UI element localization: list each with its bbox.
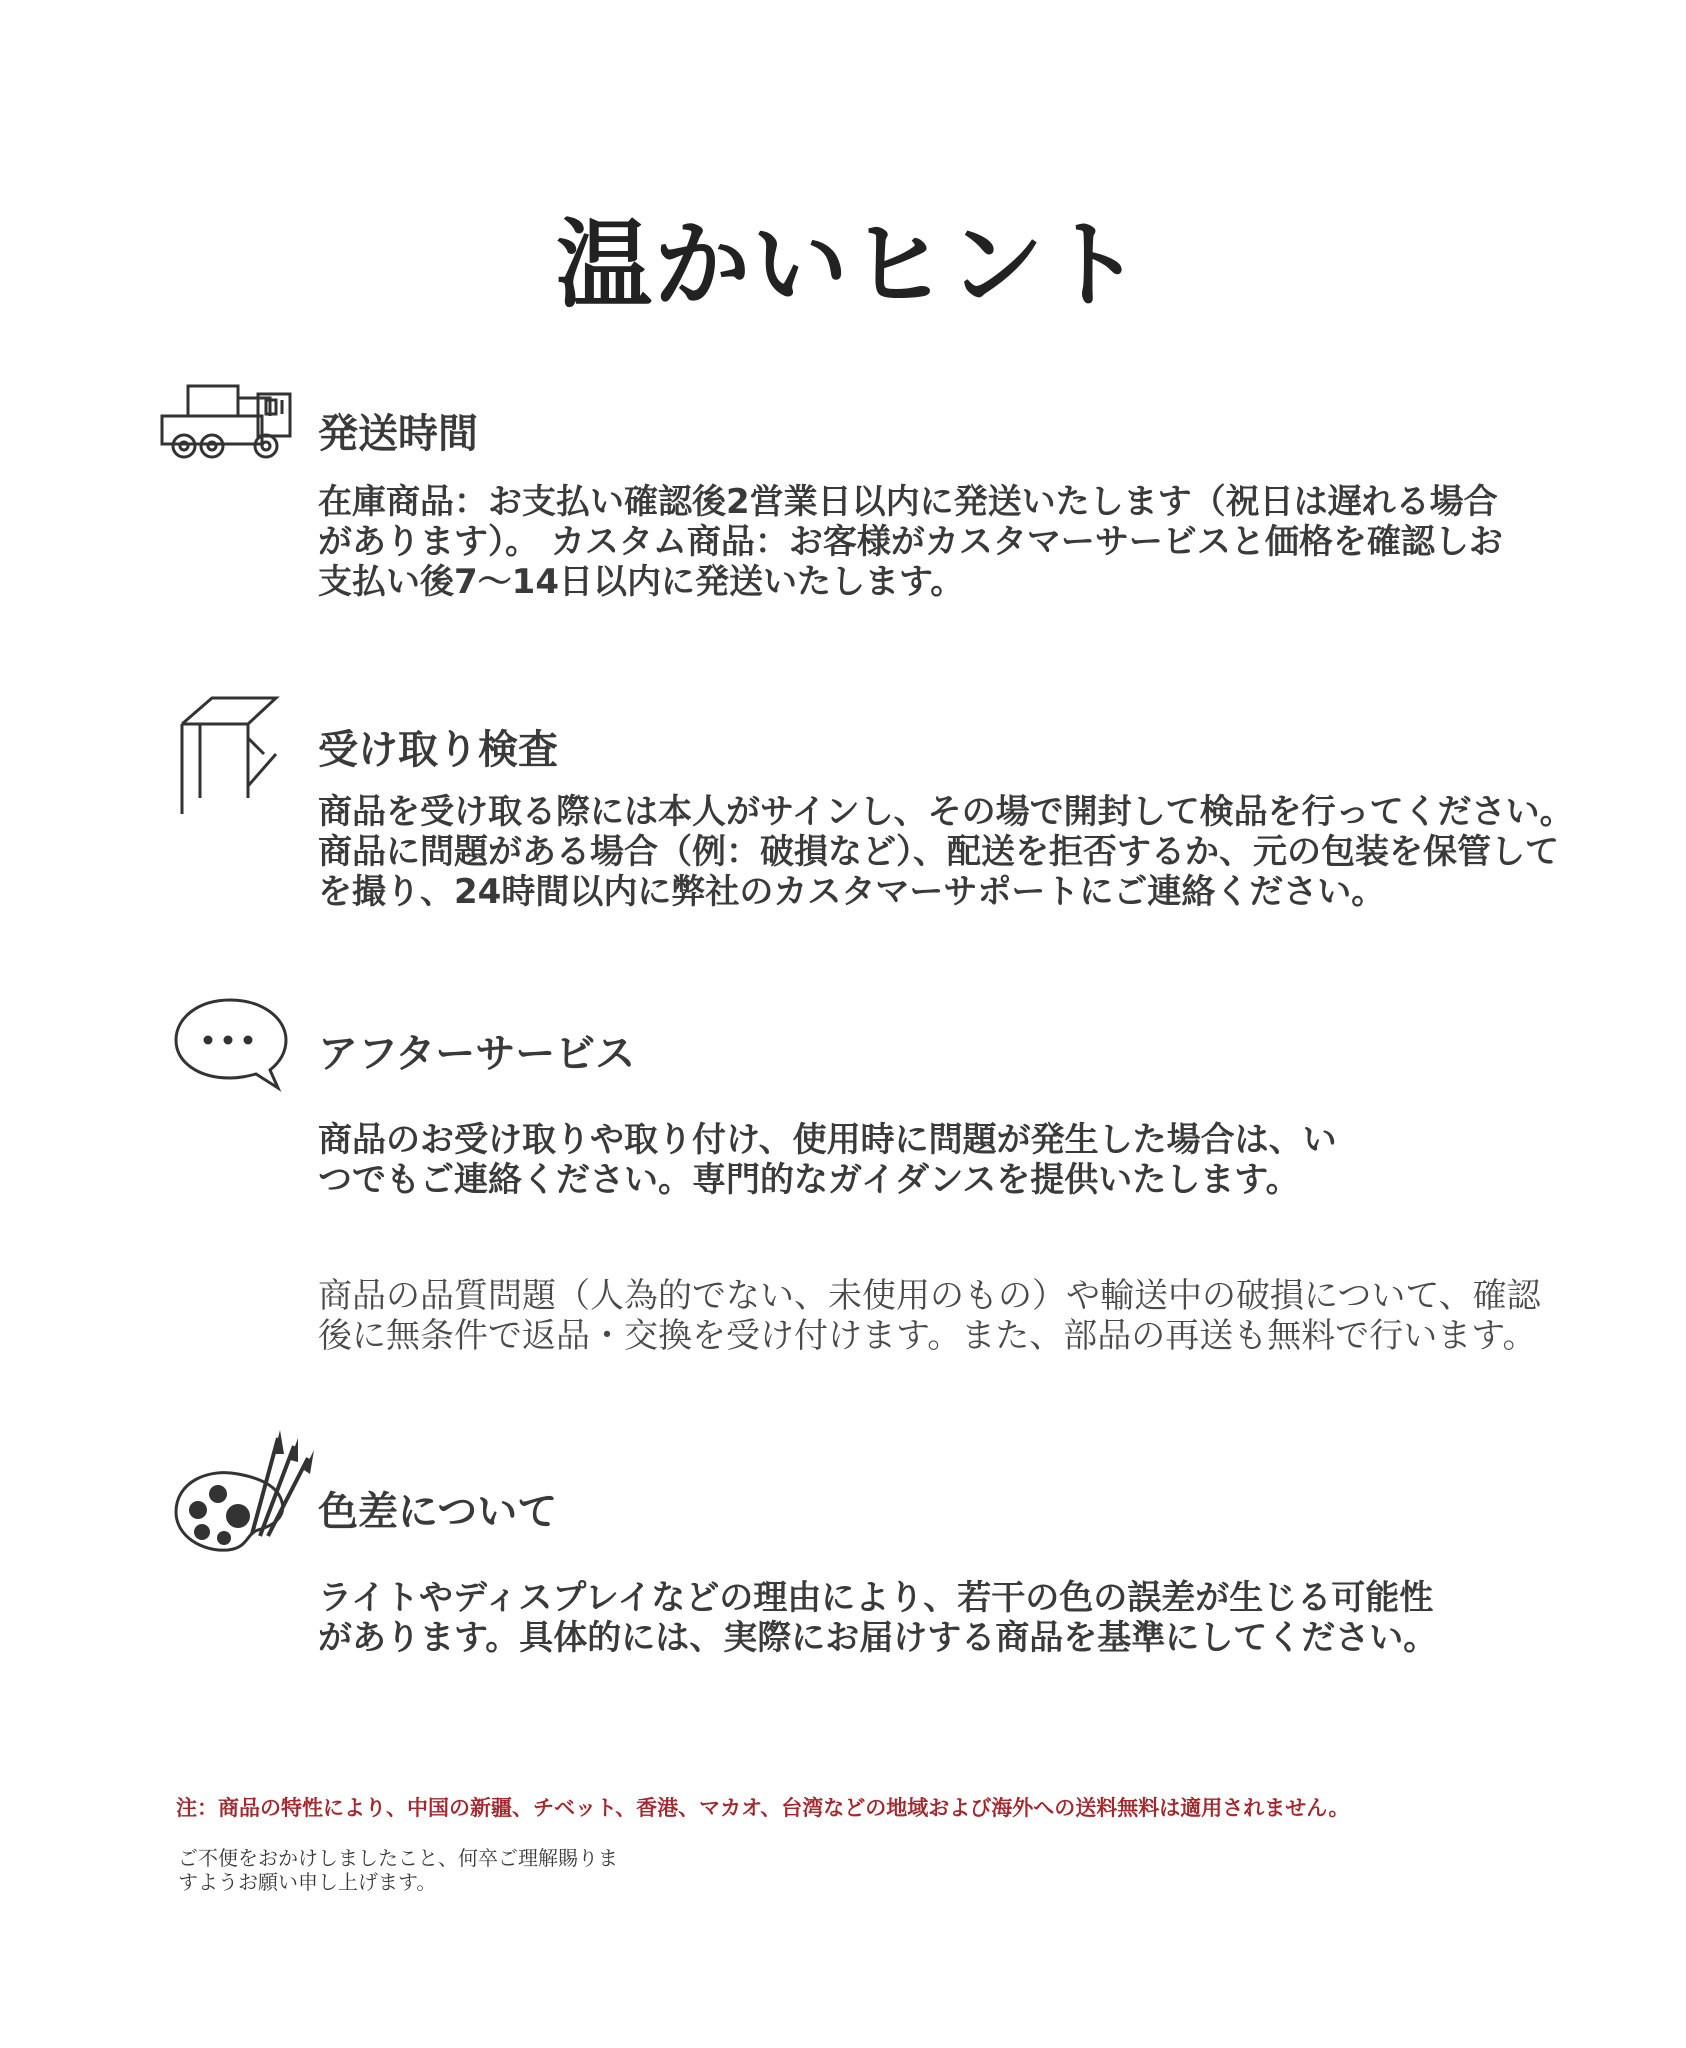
section-text-shipping: 在庫商品：お支払い確認後2営業日以内に発送いたします（祝日は遅れる場合 があります）。 カスタム商品：お客様がカスタマーサービスと価格を確認しお 支払い後7〜14日以内に発送いたします。 bbox=[318, 482, 1503, 602]
section-text-after-service: 商品のお受け取りや取り付け、使用時に問題が発生した場合は、い つでもご連絡ください。専門的なガイダンスを提供いたします。 bbox=[318, 1120, 1337, 1200]
section-heading-inspection: 受け取り検査 bbox=[318, 727, 558, 773]
section-text-inspection: 商品を受け取る際には本人がサインし、その場で開封して検品を行ってください。 商品に問題がある場合（例：破損など）、配送を拒否するか、元の包装を保管して を撮り、24時間以内に弊社のカスタマーサポートにご連絡ください。 bbox=[318, 792, 1574, 912]
chat-bubble-icon bbox=[170, 994, 290, 1094]
section-heading-shipping: 発送時間 bbox=[318, 411, 478, 457]
truck-icon bbox=[158, 380, 298, 466]
section-text-returns: 商品の品質問題（人為的でない、未使用のもの）や輸送中の破損について、確認 後に無条件で返品・交換を受け付けます。また、部品の再送も無料で行います。 bbox=[318, 1276, 1541, 1356]
section-heading-after-service: アフターサービス bbox=[318, 1031, 636, 1077]
shipping-note: 注：商品の特性により、中国の新疆、チベット、香港、マカオ、台湾などの地域および海外への送料無料は適用されません。 bbox=[176, 1796, 1350, 1820]
palette-icon bbox=[168, 1424, 316, 1560]
section-heading-color: 色差について bbox=[318, 1489, 558, 1535]
page-title: 温かいヒント bbox=[556, 209, 1144, 321]
box-icon bbox=[172, 694, 284, 820]
section-text-color: ライトやディスプレイなどの理由により、若干の色の誤差が生じる可能性 があります。具体的には、実際にお届けする商品を基準にしてください。 bbox=[318, 1578, 1438, 1658]
apology-text: ご不便をおかけしましたこと、何卒ご理解賜りま すようお願い申し上げます。 bbox=[178, 1846, 618, 1894]
